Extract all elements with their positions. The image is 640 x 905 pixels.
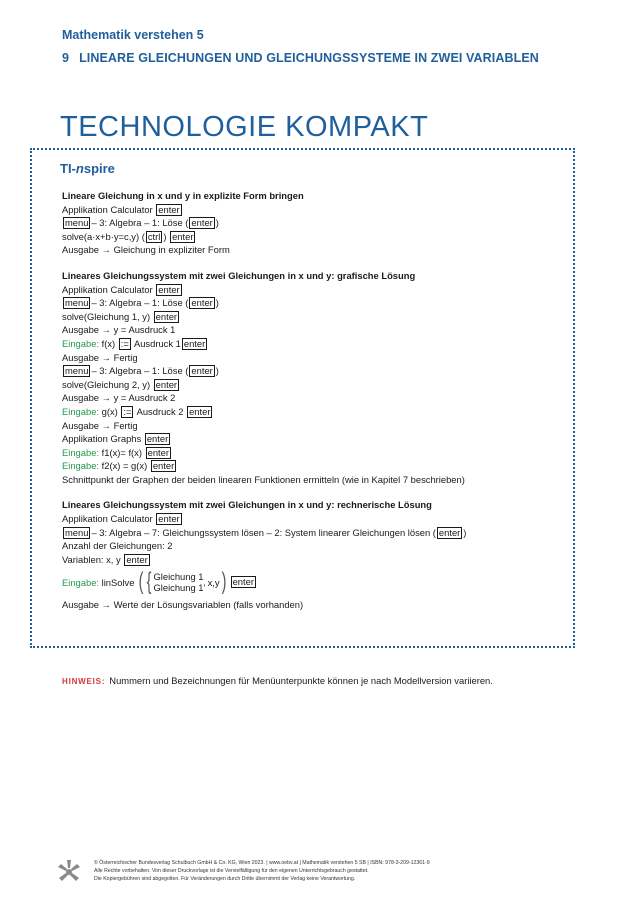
enter-key: enter (438, 526, 461, 538)
section2-line10 (62, 405, 562, 419)
text: ) (463, 526, 467, 538)
enter-key: enter (191, 297, 213, 309)
section3-line2 (62, 526, 562, 540)
footer-line2: Alle Rechte vorbehalten. Von dieser Druckvorlage ist die Vervielfältigung für den eigenen Unterrichtsgebrauch gestattet. (94, 868, 369, 875)
text: Ausdruck 1 (133, 337, 181, 349)
enter-key: enter (147, 446, 169, 458)
section2-line5 (62, 337, 562, 351)
text: Ausdruck 2 (136, 405, 184, 417)
enter-key: enter (191, 217, 213, 229)
section2-heading: Lineares Gleichungssystem mit zwei Gleichungen in x und y: grafische Lösung (62, 269, 416, 281)
text: solve(a·x+b·y=c,y) ( (62, 230, 145, 242)
enter-key: enter (189, 405, 211, 417)
text: – 3: Algebra – 7: Gleichungssystem lösen – 2: System linearer Gleichungen lösen ( (91, 526, 436, 538)
section2-line2 (62, 296, 562, 310)
page-heading: TECHNOLOGIE KOMPAKT (60, 111, 429, 144)
input-label: Eingabe: (62, 337, 100, 349)
input-label: Eingabe: (62, 460, 100, 472)
chapter-number: 9 (62, 51, 70, 65)
section3-line4 (62, 553, 562, 567)
section1-line1 (62, 203, 562, 217)
enter-key: enter (191, 365, 213, 377)
input-label: Eingabe: (62, 446, 100, 458)
hint-label: HINWEIS: (62, 677, 106, 686)
paren-close: ) (221, 568, 226, 596)
section2-line4: Ausgabe → y = Ausdruck 1 (62, 324, 176, 336)
footer-line3: Die Kopiergebühren sind abgegolten. Für Veränderungen durch Dritte übernimmt der Verlag keine Verantwortung. (94, 876, 356, 883)
section3-line5 (62, 567, 562, 597)
text: ) (215, 297, 219, 309)
assign-key: := (123, 405, 132, 417)
chapter-title: LINEARE GLEICHUNGEN UND GLEICHUNGSSYSTEME IN ZWEI VARIABLEN (79, 51, 539, 65)
publisher-logo-icon (58, 860, 80, 884)
menu-key: menu (65, 365, 89, 377)
box-title-prefix: TI- (60, 161, 76, 176)
text: solve(Gleichung 1, y) (62, 310, 151, 322)
linsolve-function: linSolve (101, 576, 135, 588)
section2-line6: Ausgabe → Fertig (62, 351, 138, 363)
text: ) (163, 230, 167, 242)
section2-line3 (62, 310, 562, 324)
hint (62, 675, 493, 686)
enter-key: enter (158, 283, 180, 295)
text: solve(Gleichung 2, y) (62, 378, 151, 390)
section2-line14 (62, 459, 562, 473)
enter-key: enter (126, 553, 148, 565)
equation-template (137, 570, 227, 594)
enter-key: enter (155, 378, 178, 390)
section3-line6: Ausgabe → Werte der Lösungsvariablen (falls vorhanden) (62, 599, 304, 611)
assign-key: := (120, 337, 129, 349)
vars: x,y (207, 576, 220, 588)
section2-line1 (62, 283, 562, 297)
enter-key: enter (146, 433, 169, 445)
section3-heading: Lineares Gleichungssystem mit zwei Gleichungen in x und y: rechnerische Lösung (62, 499, 432, 511)
enter-key: enter (155, 310, 178, 322)
text: ) (215, 217, 219, 229)
section2-line15: Schnittpunkt der Graphen der beiden linearen Funktionen ermitteln (wie in Kapitel 7 beschrieben) (62, 473, 465, 485)
enter-key: enter (158, 203, 180, 215)
text: f1(x)= f(x) (101, 446, 142, 458)
text: f2(x) = g(x) (101, 460, 148, 472)
equation-matrix (153, 571, 205, 594)
text: – 3: Algebra – 1: Löse ( (91, 365, 189, 377)
equation-2: Gleichung 1’ (153, 582, 206, 594)
text: Applikation Graphs (62, 433, 142, 445)
chapter-header (62, 51, 539, 65)
equation-1: Gleichung 1 (153, 570, 204, 582)
section2-line7 (62, 364, 562, 378)
hint-text: Nummern und Bezeichnungen für Menüunterpunkte können je nach Modellversion variieren. (109, 675, 493, 686)
section1-line4: Ausgabe → Gleichung in expliziter Form (62, 244, 230, 256)
text: – 3: Algebra – 1: Löse ( (91, 297, 189, 309)
box-title-suffix: spire (83, 161, 115, 176)
text: Variablen: x, y (62, 553, 121, 565)
menu-key: menu (65, 526, 89, 538)
footer-line1: © Österreichischer Bundesverlag Schulbuch GmbH & Co. KG, Wien 2023. | www.oebv.at | Mathematik verstehen 5 SB | ISBN: 978-3-209-12361-9 (94, 860, 430, 866)
enter-key: enter (158, 513, 180, 525)
enter-key: enter (152, 460, 175, 472)
menu-key: menu (65, 297, 89, 309)
ctrl-key: ctrl (147, 230, 161, 242)
text: – 3: Algebra – 1: Löse ( (91, 217, 189, 229)
enter-key: enter (232, 576, 254, 588)
section2-line13 (62, 446, 562, 460)
text: Applikation Calculator (62, 513, 153, 525)
box-title-italic: n (75, 161, 84, 176)
book-title: Mathematik verstehen 5 (62, 28, 204, 42)
section3-line3: Anzahl der Gleichungen: 2 (62, 540, 173, 552)
section2-line12 (62, 432, 562, 446)
box-title (60, 161, 115, 176)
section1-line2 (62, 216, 562, 230)
brace-open: { (147, 568, 152, 596)
text: ) (215, 365, 219, 377)
section2-line9: Ausgabe → y = Ausdruck 2 (62, 392, 176, 404)
text: g(x) (101, 405, 118, 417)
input-label: Eingabe: (62, 576, 100, 588)
input-label: Eingabe: (62, 405, 100, 417)
paren-open: ( (139, 568, 144, 596)
text: Applikation Calculator (62, 283, 153, 295)
footer (94, 859, 430, 884)
text: f(x) (101, 337, 116, 349)
menu-key: menu (65, 217, 89, 229)
enter-key: enter (172, 230, 194, 242)
enter-key: enter (183, 337, 206, 349)
box-content (62, 189, 562, 612)
section3-line1 (62, 512, 562, 526)
section2-line8 (62, 378, 562, 392)
section1-heading: Lineare Gleichung in x und y in explizite Form bringen (62, 190, 304, 201)
section1-line3 (62, 230, 562, 244)
text: Applikation Calculator (62, 203, 153, 215)
section2-line11: Ausgabe → Fertig (62, 419, 138, 431)
